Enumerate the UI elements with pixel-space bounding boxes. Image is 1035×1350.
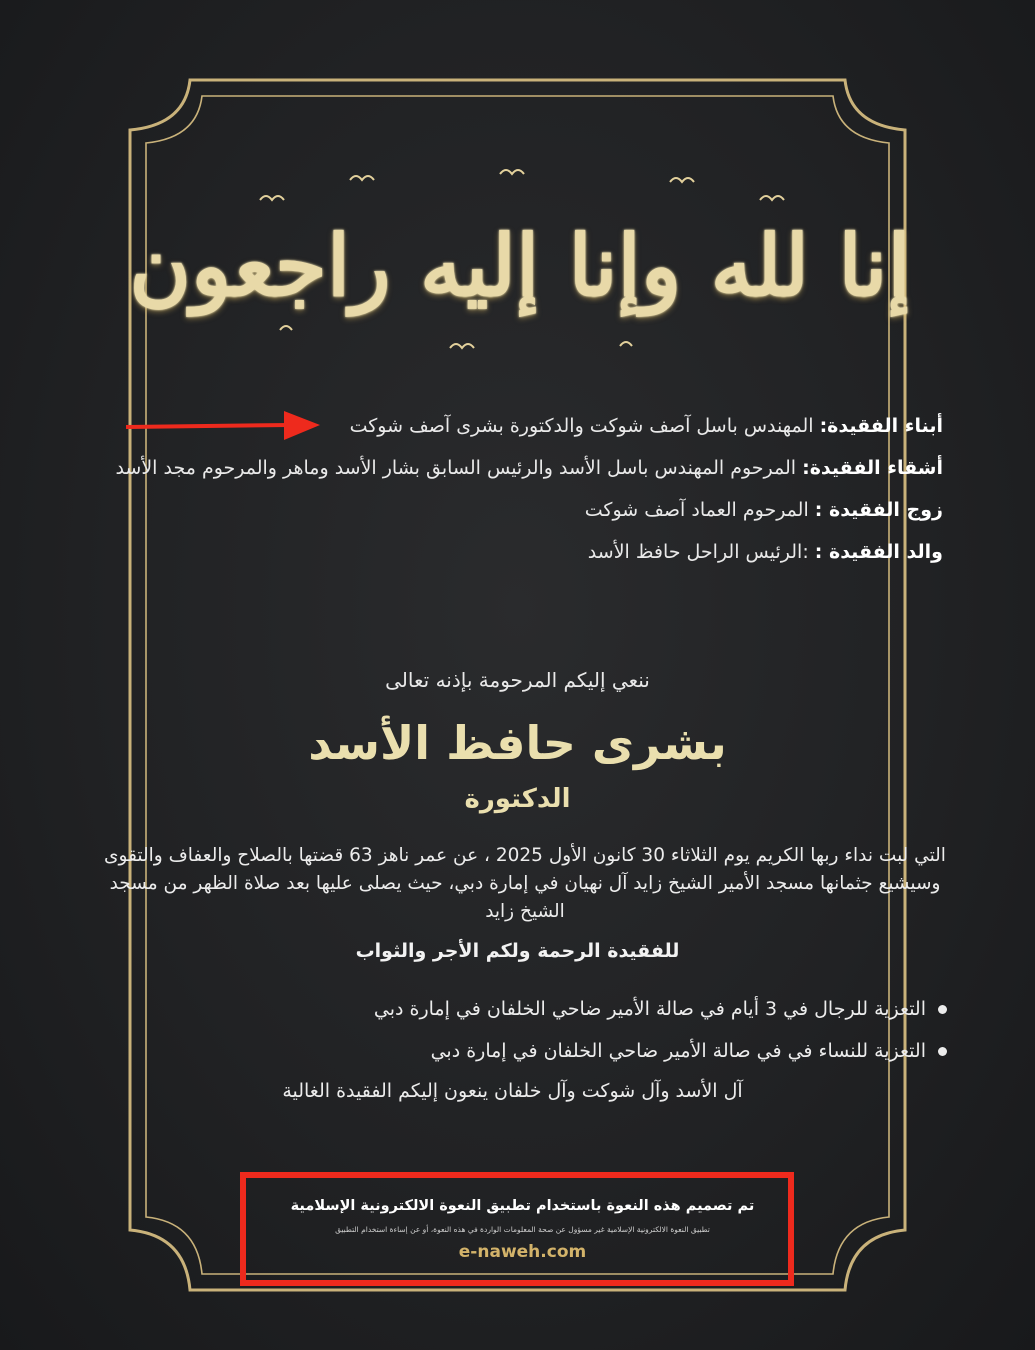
children-label: أبناء الفقيدة:	[819, 415, 943, 437]
children-value: المهندس باسل آصف شوكت والدكتورة بشرى آصف شوكت	[349, 415, 820, 437]
bullet-dot	[938, 1005, 947, 1014]
condolence-men	[374, 998, 947, 1020]
siblings-line	[115, 457, 943, 479]
condolence-men-text: التعزية للرجال في 3 أيام في صالة الأمير ضاحي الخلفان في إمارة دبي	[373, 998, 926, 1020]
siblings-label: أشقاء الفقيدة:	[802, 457, 943, 479]
husband-value: المرحوم العماد آصف شوكت	[584, 499, 815, 521]
husband-label: زوج الفقيدة :	[814, 499, 943, 521]
red-arrow-annotation	[124, 409, 324, 445]
deceased-title: الدكتورة	[464, 784, 571, 814]
condolence-women	[431, 1040, 947, 1062]
bullet-dot	[938, 1047, 947, 1056]
husband-line	[585, 499, 943, 521]
footer-disclaimer: تطبيق النعوة الالكترونية الإسلامية غير مسؤول عن صحة المعلومات الواردة في هذه النعوة، أو عن إساءة استخدام التطبيق	[335, 1225, 710, 1234]
intro-text: ننعي إليكم المرحومة بإذنه تعالى	[385, 668, 650, 692]
footer-url-link[interactable]: e-naweh.com	[458, 1242, 587, 1262]
condolence-women-text: التعزية للنساء في في صالة الأمير ضاحي الخلفان في إمارة دبي	[430, 1040, 926, 1062]
siblings-value: المرحوم المهندس باسل الأسد والرئيس السابق بشار الأسد وماهر والمرحوم مجد الأسد	[115, 457, 803, 479]
father-label: والد الفقيدة :	[814, 541, 943, 563]
children-line	[350, 415, 943, 437]
deceased-name: بشرى حافظ الأسد	[308, 716, 727, 770]
footer-credit: تم تصميم هذه النعوة باستخدام تطبيق النعوة الالكترونية الإسلامية	[290, 1198, 755, 1214]
obituary-paragraph: التي لبت نداء ربها الكريم يوم الثلاثاء 30 كانون الأول 2025 ، عن عمر ناهز 63 قضتها بالصلاح والعفاف والتقوى وسيشيع جثمانها مسجد الأمير الشيخ زايد آل نهيان في إمارة دبي، حيث يصلى عليها بعد صلاة الظهر من مسجد الشيخ زايد	[104, 845, 946, 922]
calligraphy-ornaments	[200, 160, 840, 370]
father-value: :الرئيس الراحل حافظ الأسد	[587, 541, 815, 563]
father-line	[588, 541, 943, 563]
blessing-text: للفقيدة الرحمة ولكم الأجر والثواب	[355, 940, 680, 962]
families-text: آل الأسد وآل شوكت وآل خلفان ينعون إليكم الفقيدة الغالية	[282, 1080, 743, 1102]
calligraphy-header	[129, 160, 911, 370]
calligraphy-text: إنا لله وإنا إليه راجعون	[129, 215, 911, 315]
